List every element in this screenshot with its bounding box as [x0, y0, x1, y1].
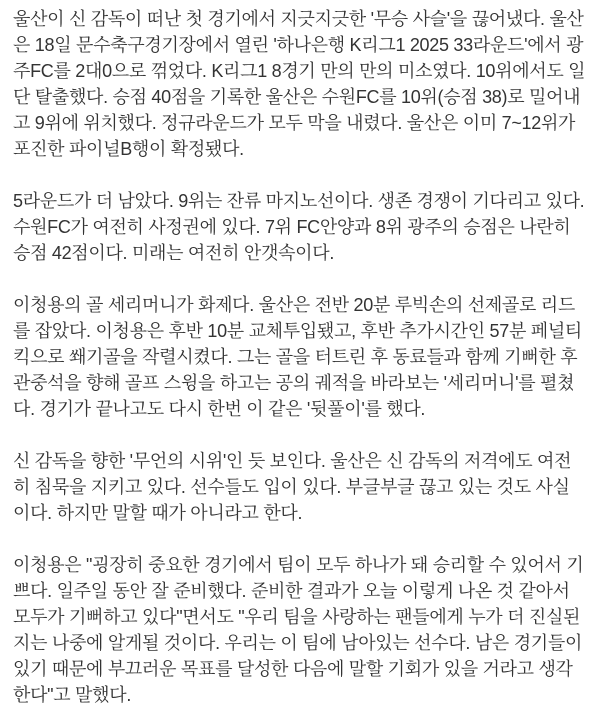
article-paragraph-1: 울산이 신 감독이 떠난 첫 경기에서 지긋지긋한 '무승 사슬'을 끊어냈다. 울산은 18일 문수축구경기장에서 열린 '하나은행 K리그1 2025 33라운드'에서 광주FC를 2대0으로 꺾었다. K리그1 8경기 만의 만의 미소였다. 10위에서도 일단 탈출했다. 승점 40점을 기록한 울산은 수원FC를 10위(승점 38)로 밀어내고 9위에 위치했다. 정규라운드가 모두 막을 내렸다. 울산은 이미 7~12위가 포진한 파이널B행이 확정됐다. — [13, 9, 586, 159]
article-paragraph-4: 신 감독을 향한 '무언의 시위'인 듯 보인다. 울산은 신 감독의 저격에도 여전히 침묵을 지키고 있다. 선수들도 입이 있다. 부글부글 끊고 있는 것도 사실이다. 하지만 말할 때가 아니라고 한다. — [13, 451, 572, 523]
article-paragraph-3: 이청용의 골 세리머니가 화제다. 울산은 전반 20분 루빅손의 선제골로 리드를 잡았다. 이청용은 후반 10분 교체투입됐고, 후반 추가시간인 57분 페널티킥으로 쐐기골을 작렬시켰다. 그는 골을 터트린 후 동료들과 함께 기뻐한 후 관중석을 향해 골프 스윙을 하고는 공의 궤적을 바라보는 '세리머니'를 펼쳤다. 경기가 끝나고도 다시 한번 이 같은 '뒷풀이'를 했다. — [13, 295, 583, 419]
article-paragraph-5: 이청용은 "굉장히 중요한 경기에서 팀이 모두 하나가 돼 승리할 수 있어서 기쁘다. 일주일 동안 잘 준비했다. 준비한 결과가 오늘 이렇게 나온 것 같아서 모두가 기뻐하고 있다"면서도 "우리 팀을 사랑하는 팬들에게 누가 더 진실된지는 나중에 알게될 것이다. 우리는 이 팀에 남아있는 선수다. 남은 경기들이 있기 때문에 부끄러운 목표를 달성한 다음에 말할 기회가 있을 거라고 생각한다"고 말했다. — [13, 555, 584, 705]
article-paragraph-2: 5라운드가 더 남았다. 9위는 잔류 마지노선이다. 생존 경쟁이 기다리고 있다. 수원FC가 여전히 사정권에 있다. 7위 FC안양과 8위 광주의 승점은 나란히 승점 42점이다. 미래는 여전히 안갯속이다. — [13, 191, 585, 263]
